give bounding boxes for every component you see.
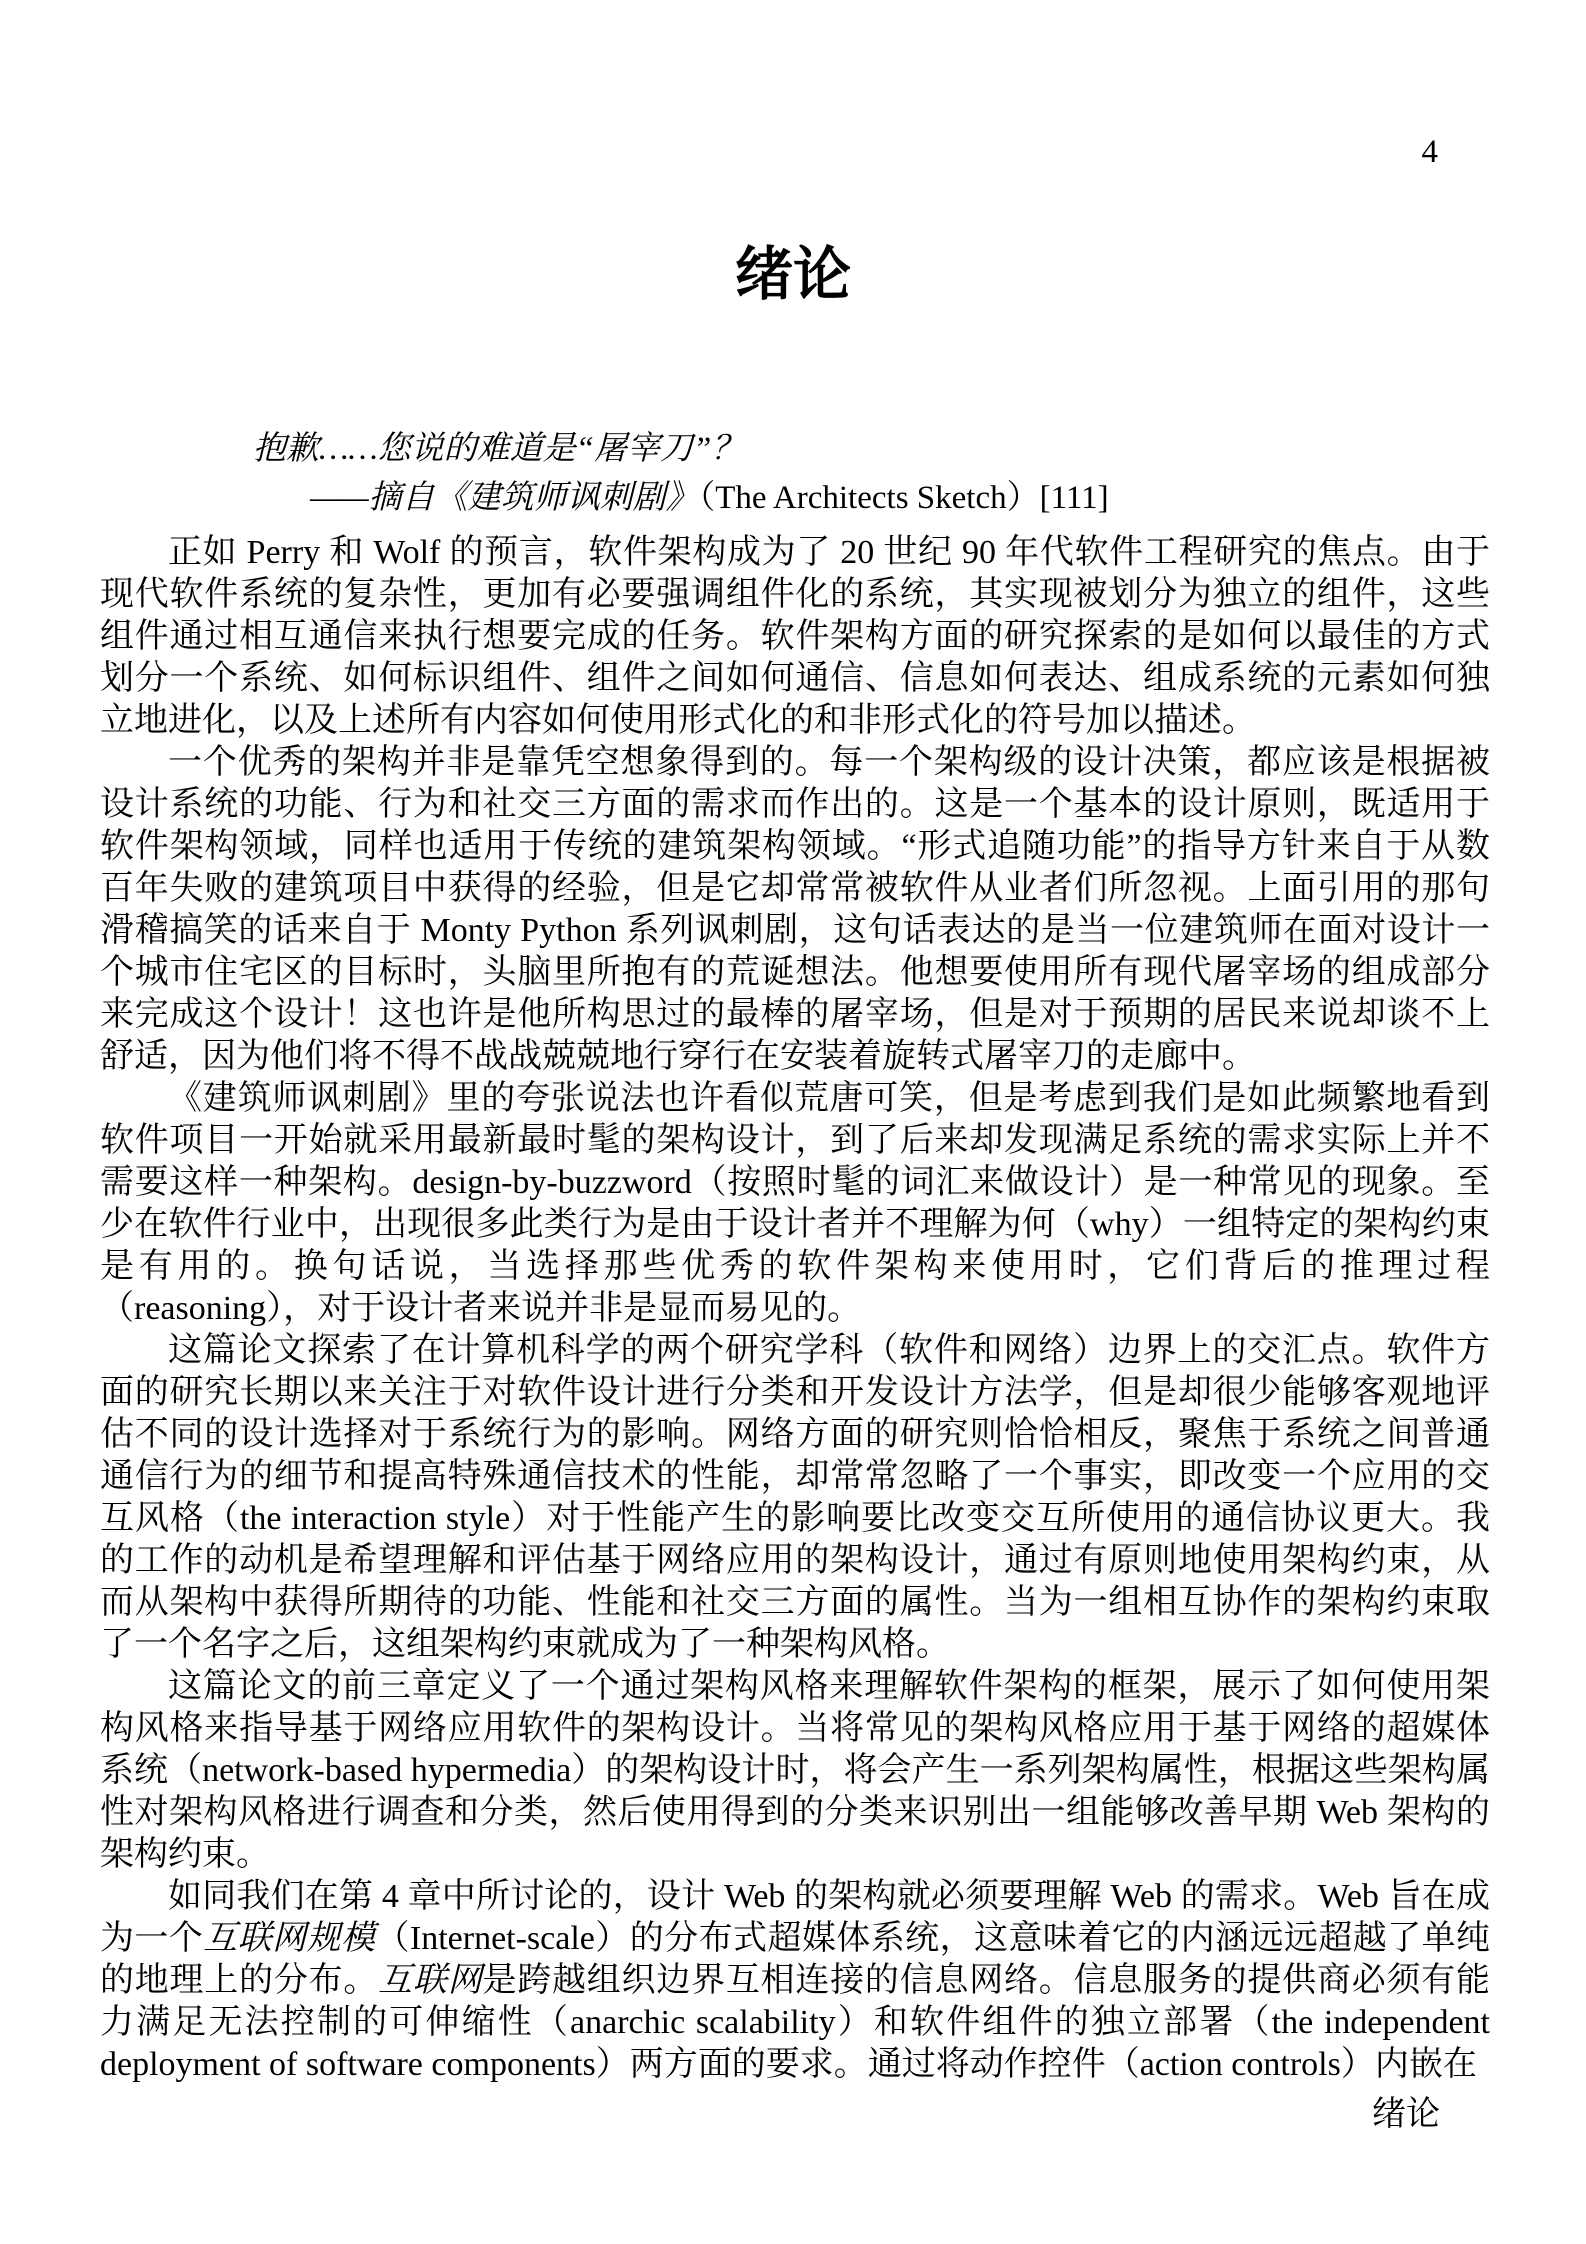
text-segment: 互联网 — [378, 1962, 483, 1999]
text-segment: 一个优秀的架构并非是靠凭空想象得到的。每一个架构级的设计决策，都应该是根据被设计系统的功能、行为和社交三方面的需求而作出的。这是一个基本的设计原则，既适用于软件架构领域，同样也适用于传统的建筑架构领域。“形式追随功能”的指导方针来自于从数百年失败的建筑项目中获得的经验，但是它却常常被软件从业者们所忽视。上面引用的那句滑稽搞笑的话来自于 Monty Python 系列讽刺剧，这句话表达的是当一位建筑师在面对设计一个城市住宅区的目标时，头脑里所抱有的荒诞想法。他想要使用所有现代屠宰场的组成部分来完成这个设计！这也许是他所构思过的最棒的屠宰场，但是对于预期的居民来说却谈不上舒适，因为他们将不得不战战兢兢地行穿行在安装着旋转式屠宰刀的走廊中。 — [100, 744, 1490, 1075]
epigraph — [253, 425, 1109, 523]
text-segment: 正如 Perry 和 Wolf 的预言，软件架构成为了 20 世纪 90 年代软件工程研究的焦点。由于现代软件系统的复杂性，更加有必要强调组件化的系统，其实现被划分为独立的组件，这些组件通过相互通信来执行想要完成的任务。软件架构方面的研究探索的是如何以最佳的方式划分一个系统、如何标识组件、组件之间如何通信、信息如何表达、组成系统的元素如何独立地进化，以及上述所有内容如何使用形式化的和非形式化的符号加以描述。 — [100, 534, 1490, 739]
text-segment: ——摘自《建筑师讽刺剧》 — [310, 480, 699, 516]
text-segment: 是跨越组织边界互相连接的信息网络。信息服务的提供商必须有能力满足无法控制的可伸缩性（anarchic scalability）和软件组件的独立部署（the independent deployment of software components）两方面的要求。通过将动作控件（action controls）内嵌在 — [100, 1962, 1491, 2083]
epigraph-quote — [253, 425, 1109, 474]
text-segment: 如同我们在第 4 章中所讨论的，设计 Web 的架构就必须要理解 Web 的需求。Web 旨在成为一个 — [100, 1878, 1490, 1957]
paragraph-4 — [100, 1330, 1490, 1666]
page-number: 4 — [1421, 134, 1438, 170]
paragraph-2 — [100, 742, 1490, 1078]
text-segment: 《建筑师讽刺剧》里的夸张说法也许看似荒唐可笑，但是考虑到我们是如此频繁地看到软件项目一开始就采用最新最时髦的架构设计，到了后来却发现满足系统的需求实际上并不需要这样一种架构。design-by-buzzword（按照时髦的词汇来做设计）是一种常见的现象。至少在软件行业中，出现很多此类行为是由于设计者并不理解为何（why）一组特定的架构约束是有用的。换句话说，当选择那些优秀的软件架构来使用时，它们背后的推理过程（reasoning），对于设计者来说并非是显而易见的。 — [100, 1080, 1490, 1327]
chapter-title: 绪论 — [734, 242, 851, 307]
paragraph-3 — [100, 1078, 1490, 1330]
footer-chapter-label: 绪论 — [1372, 2096, 1440, 2133]
paragraph-6 — [100, 1876, 1490, 2086]
text-segment: 这篇论文的前三章定义了一个通过架构风格来理解软件架构的框架，展示了如何使用架构风格来指导基于网络应用软件的架构设计。当将常见的架构风格应用于基于网络的超媒体系统（network-based hypermedia）的架构设计时，将会产生一系列架构属性，根据这些架构属性对架构风格进行调查和分类，然后使用得到的分类来识别出一组能够改善早期 Web 架构的架构约束。 — [100, 1668, 1490, 1873]
paragraph-5 — [100, 1666, 1490, 1876]
text-segment: 互联网规模 — [203, 1920, 376, 1957]
epigraph-attribution — [253, 474, 1109, 523]
text-segment: （The Architects Sketch）[111] — [698, 480, 1109, 516]
text-segment: 这篇论文探索了在计算机科学的两个研究学科（软件和网络）边界上的交汇点。软件方面的研究长期以来关注于对软件设计进行分类和开发设计方法学，但是却很少能够客观地评估不同的设计选择对于系统行为的影响。网络方面的研究则恰恰相反，聚焦于系统之间普通通信行为的细节和提高特殊通信技术的性能，却常常忽略了一个事实，即改变一个应用的交互风格（the interaction style）对于性能产生的影响要比改变交互所使用的通信协议更大。我的工作的动机是希望理解和评估基于网络应用的架构设计，通过有原则地使用架构约束，从而从架构中获得所期待的功能、性能和社交三方面的属性。当为一组相互协作的架构约束取了一个名字之后，这组架构约束就成为了一种架构风格。 — [100, 1332, 1490, 1663]
paragraph-1 — [100, 532, 1490, 742]
body-text — [100, 532, 1490, 2086]
text-segment: 抱歉……您说的难道是“屠宰刀”？ — [253, 431, 745, 467]
text-segment: （Internet-scale）的分布式超媒体系统，这意味着它的内涵远远超越了单纯的地理上的分布。 — [100, 1920, 1491, 1999]
